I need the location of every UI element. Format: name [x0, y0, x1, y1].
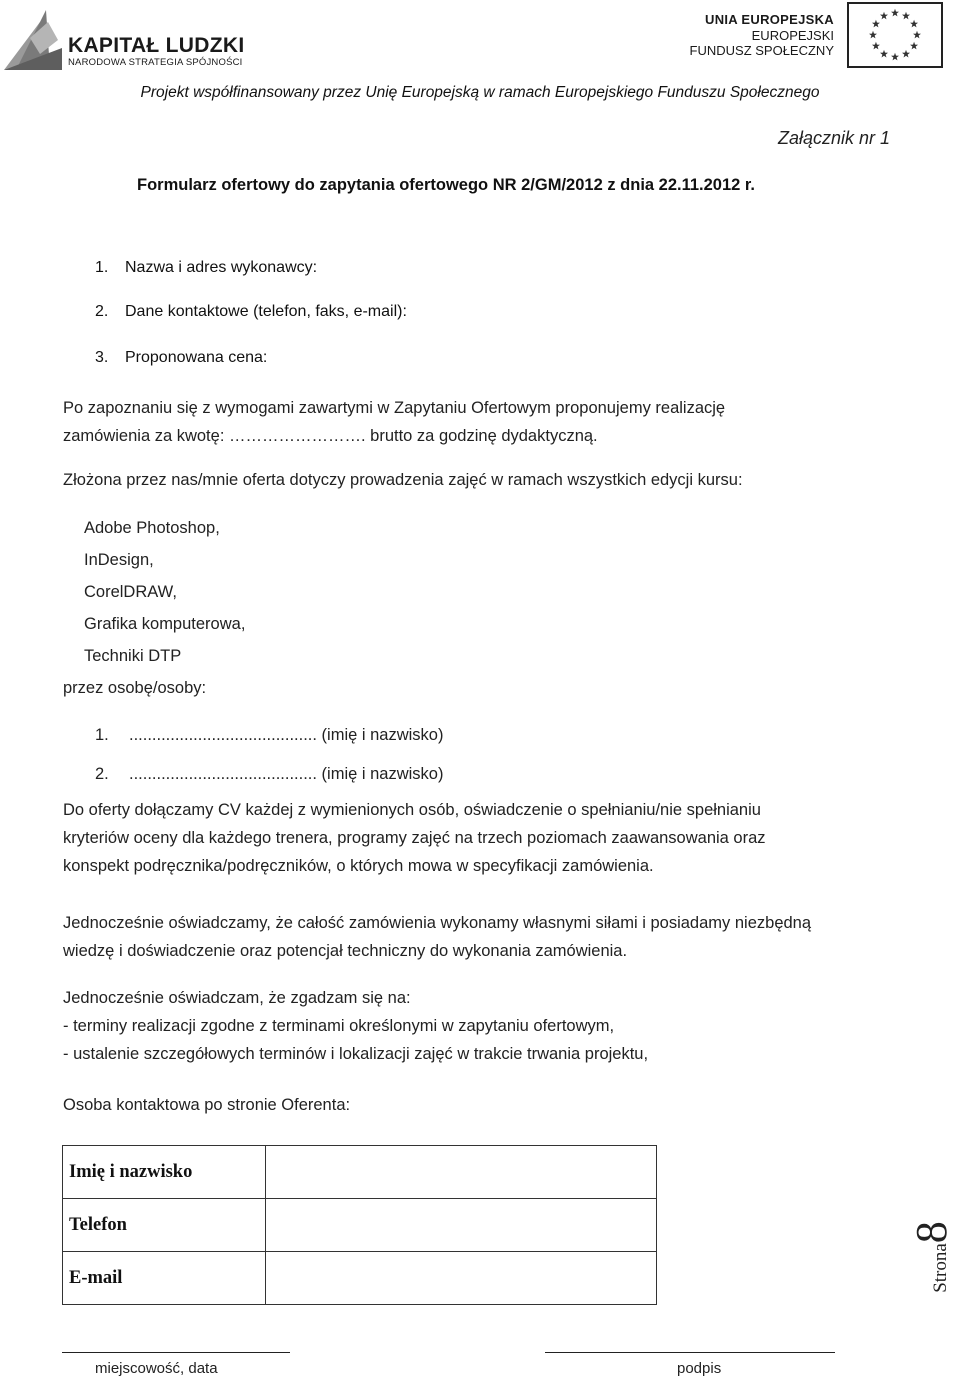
item-text: Dane kontaktowe (telefon, faks, e-mail): — [125, 303, 407, 320]
name-label: Imię i nazwisko — [63, 1146, 266, 1199]
phone-field[interactable] — [266, 1199, 657, 1252]
agreement-line: - terminy realizacji zgodne z terminami określonymi w zapytaniu ofertowym, — [63, 1017, 615, 1035]
item-number: 3. — [95, 349, 109, 366]
table-row — [63, 1146, 657, 1199]
eu-logo-line3: FUNDUSZ SPOŁECZNY — [689, 43, 834, 58]
course-item: Adobe Photoshop, — [84, 519, 220, 537]
attachments-line: kryteriów oceny dla każdego trenera, programy zajęć na trzech poziomach zaawansowania oraz — [63, 829, 766, 847]
person-item — [95, 716, 443, 755]
kapital-ludzki-title: KAPITAŁ LUDZKI — [68, 34, 245, 57]
email-label: E-mail — [63, 1252, 266, 1305]
person-list — [95, 716, 443, 794]
table-row — [63, 1199, 657, 1252]
contact-table — [62, 1145, 657, 1305]
annex-label: Załącznik nr 1 — [777, 128, 890, 148]
numbered-item-contractor — [95, 259, 317, 277]
numbered-item-price — [95, 349, 267, 367]
eu-flag-icon — [847, 2, 943, 68]
agreement-line: Jednocześnie oświadczam, że zgadzam się na: — [63, 989, 411, 1007]
page-number-label — [906, 1215, 960, 1305]
attachments-paragraph — [63, 796, 923, 880]
intro-line: zamówienia za kwotę: ……………………. brutto za godzinę dydaktyczną. — [63, 427, 598, 445]
person-number: 1. — [95, 726, 109, 744]
eu-logo-line2: EUROPEJSKI — [751, 28, 834, 43]
contact-person-label: Osoba kontaktowa po stronie Oferenta: — [63, 1096, 351, 1114]
name-field[interactable] — [266, 1146, 657, 1199]
page-word: Strona — [929, 1243, 951, 1293]
course-item: Techniki DTP — [84, 647, 182, 665]
item-text: Nazwa i adres wykonawcy: — [125, 259, 318, 276]
intro-line: Po zapoznaniu się z wymogami zawartymi w Zapytaniu Ofertowym proponujemy realizację — [63, 399, 726, 417]
person-number: 2. — [95, 765, 109, 783]
signature-line — [545, 1352, 835, 1353]
page-number-rotated — [906, 1221, 956, 1293]
course-item: CorelDRAW, — [84, 583, 177, 601]
course-list — [84, 512, 245, 672]
person-placeholder: ......................................... (imię i nazwisko) — [129, 726, 444, 744]
signature-caption: podpis — [677, 1360, 722, 1377]
declaration-line: wiedzę i doświadczenie oraz potencjał techniczny do wykonania zamówienia. — [63, 942, 628, 960]
agreement-line: - ustalenie szczegółowych terminów i lokalizacji zajęć w trakcie trwania projektu, — [63, 1045, 649, 1063]
kapital-ludzki-subtitle: NARODOWA STRATEGIA SPÓJNOŚCI — [68, 57, 243, 68]
place-date-line — [62, 1352, 290, 1353]
numbered-item-contact — [95, 303, 407, 321]
item-number: 2. — [95, 303, 109, 320]
item-text: Proponowana cena: — [125, 349, 268, 366]
eu-logo-line1: UNIA EUROPEJSKA — [705, 12, 834, 27]
by-persons-label: przez osobę/osoby: — [63, 679, 207, 697]
attachments-line: Do oferty dołączamy CV każdej z wymienionych osób, oświadczenie o spełnianiu/nie spełnianiu — [63, 801, 761, 819]
agreement-paragraph — [63, 984, 923, 1068]
cofinance-note: Projekt współfinansowany przez Unię Europejską w ramach Europejskiego Funduszu Społecznego — [140, 84, 820, 101]
phone-label: Telefon — [63, 1199, 266, 1252]
scope-paragraph: Złożona przez nas/mnie oferta dotyczy prowadzenia zajęć w ramach wszystkich edycji kursu: — [63, 471, 743, 489]
email-field[interactable] — [266, 1252, 657, 1305]
page-number: 8 — [906, 1221, 956, 1244]
form-title: Formularz ofertowy do zapytania ofertowego NR 2/GM/2012 z dnia 22.11.2012 r. — [137, 176, 756, 194]
intro-paragraph — [63, 394, 863, 450]
declaration-line: Jednocześnie oświadczamy, że całość zamówienia wykonamy własnymi siłami i posiadamy niezbędną — [63, 914, 812, 932]
person-item — [95, 755, 443, 794]
course-item: Grafika komputerowa, — [84, 615, 246, 633]
table-row — [63, 1252, 657, 1305]
attachments-line: konspekt podręcznika/podręczników, o których mowa w specyfikacji zamówienia. — [63, 857, 654, 875]
person-placeholder: ......................................... (imię i nazwisko) — [129, 765, 444, 783]
declaration-paragraph — [63, 909, 923, 965]
course-item: InDesign, — [84, 551, 154, 569]
item-number: 1. — [95, 259, 109, 276]
place-date-caption: miejscowość, data — [95, 1360, 218, 1377]
